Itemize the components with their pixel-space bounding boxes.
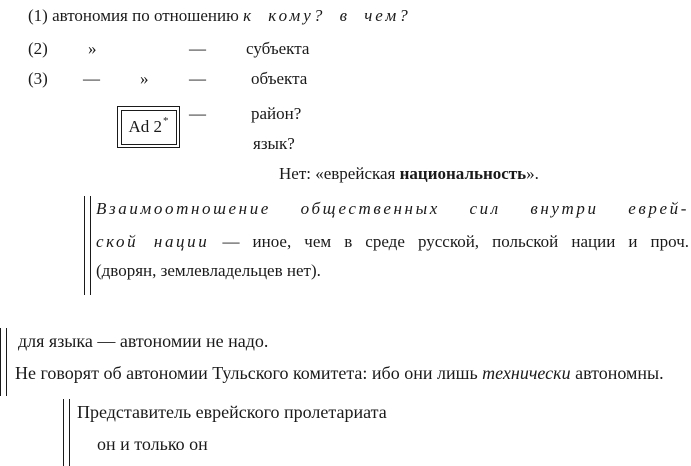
list-item-1: [28, 6, 411, 26]
paragraph-double-sidebar: [84, 196, 91, 295]
ad2-question-2: язык?: [253, 134, 295, 153]
margin-line-2-post: автономны.: [570, 363, 664, 383]
item3-dash-2: —: [189, 69, 206, 88]
paragraph-line-3: (дворян, землевладельцев нет).: [96, 261, 321, 280]
margin-line-2-emphasis: технически: [482, 363, 571, 383]
ad2-question-1: район?: [251, 104, 302, 123]
ad2-label: Ad 2: [128, 117, 163, 136]
paragraph-line-2-emphasis: ской нации: [96, 232, 210, 251]
net-line: [279, 164, 539, 184]
net-line-post: ».: [526, 164, 539, 183]
net-line-bold: национальность: [399, 164, 527, 183]
ad2-footnote-mark: *: [163, 115, 169, 127]
margin-block-double-sidebar: [0, 328, 7, 396]
paragraph-line-2-rest: — иное, чем в среде русской, польской нации и проч.: [222, 232, 689, 251]
net-line-pre: Нет: «еврейская: [279, 164, 400, 183]
margin-block-line-2: [15, 363, 664, 384]
item3-number: (3): [28, 69, 48, 88]
item3-ditto-mark: »: [140, 69, 149, 88]
paragraph-line-1: Взаимоотношение общественных сил внутри еврей-: [96, 199, 689, 218]
item2-ditto-mark: »: [88, 39, 97, 58]
margin-block-line-1: для языка — автономии не надо.: [18, 331, 269, 351]
item1-number: (1): [28, 6, 48, 25]
bottom-block-line-1: Представитель еврейского пролетариата: [77, 402, 387, 422]
item2-number: (2): [28, 39, 48, 58]
ad2-box: [117, 106, 180, 148]
bottom-block-line-2: он и только он: [97, 434, 208, 454]
item1-text: автономия по отношению: [52, 6, 244, 25]
item3-dash-1: —: [83, 69, 100, 88]
margin-line-2-pre: Не говорят об автономии Тульского комитета: ибо они лишь: [15, 363, 483, 383]
item2-dash: —: [189, 39, 206, 58]
item3-term: объекта: [251, 69, 308, 88]
ad2-dash: —: [189, 104, 206, 123]
item1-question: к кому? в чем?: [243, 6, 411, 25]
ad2-box-inner: [121, 110, 177, 145]
bottom-block-double-sidebar: [63, 399, 70, 466]
item2-term: субъекта: [246, 39, 310, 58]
paragraph-line-2: [96, 232, 689, 252]
